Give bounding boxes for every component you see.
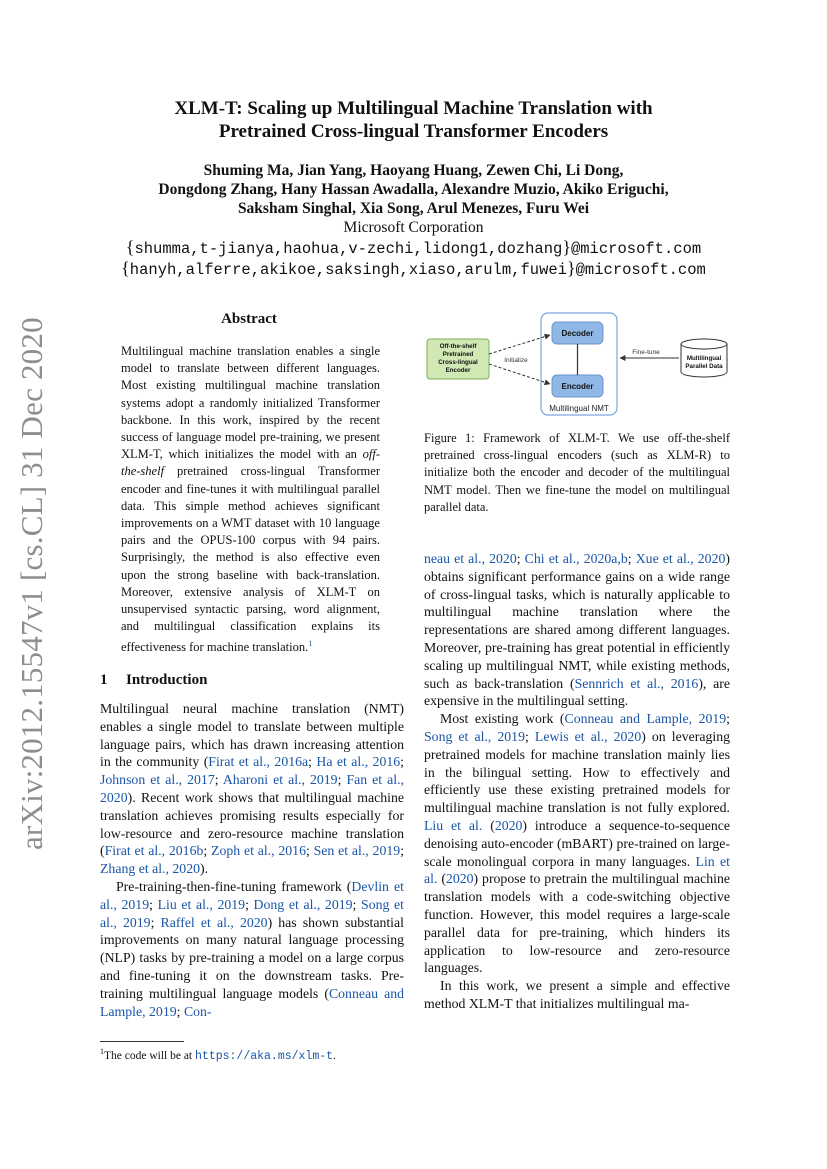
citation-link[interactable]: Devlin et al., 2019 <box>100 878 404 912</box>
abstract-heading: Abstract <box>221 311 277 327</box>
intro-paragraph-4: In this work, we present a simple and effective method XLM-T that initializes multilingual ma- <box>424 978 730 1011</box>
citation-link[interactable]: Dong et al., 2019 <box>253 896 353 912</box>
citation-link[interactable]: 2020 <box>697 551 726 566</box>
intro-left-column <box>100 700 404 1020</box>
footnote-rule <box>100 1041 184 1042</box>
citation-link[interactable]: Johnson et al., 2017 <box>100 772 215 788</box>
email-names-2: hanyh,alferre,akikoe,saksingh,xiaso,arulm,fuwei <box>129 261 567 279</box>
abstract-body <box>121 343 380 657</box>
authors-line-2: Dongdong Zhang, Hany Hassan Awadalla, Alexandre Muzio, Akiko Eriguchi, <box>158 181 669 198</box>
citation-link[interactable]: Raffel et al., 2020 <box>160 914 268 930</box>
initialize-label: Initialize <box>504 357 528 364</box>
intro-paragraph-2-continued: neau et al., 2020; Chi et al., 2020a,b; Xue et al., 2020) obtains significant performance gains on a wide range of cross-lingual tasks, which is naturally applicable to multilingual machine translation where the representations are shared among different languages. Moreover, pre-training has great potential in efficiently scaling up multilingual NMT, while existing methods, such as back-translation (Sennrich et al., 2016), are expensive in the multilingual setting. <box>424 551 730 709</box>
offshelf-label-line3: Cross-lingual <box>438 359 478 366</box>
paper-title-line-2: Pretrained Cross-lingual Transformer Encoders <box>218 121 609 142</box>
citation-link[interactable]: Lin et al. <box>424 853 730 887</box>
encoder-label: Encoder <box>561 382 594 391</box>
abstract-text-part-2: pretrained cross-lingual Transformer encoder and fine-tunes it with multilingual parallel data. This simple method achieves significant improvements on a WMT dataset with 10 language pairs and the OPUS-100 corpus with 94 pairs. Surprisingly, the method is also effective even upon the strong baseline with back-translation. Moreover, extensive analysis of XLM-T on unsupervised syntactic parsing, word alignment, and multilingual classification explains its effectiveness for machine translation. <box>121 464 380 655</box>
citation-link[interactable]: neau et al., 2020 <box>424 551 517 566</box>
email-domain-2: @microsoft.com <box>575 261 706 279</box>
authors-line-3: Saksham Singhal, Xia Song, Arul Menezes, Furu Wei <box>237 200 590 217</box>
section-heading-introduction <box>100 672 207 689</box>
figure-1-caption: Figure 1: Framework of XLM-T. We use off-the-shelf pretrained cross-lingual encoders (such as XLM-R) to initialize both the encoder and decoder of the multilingual NMT model. Then we fine-tune the model on multilingual parallel data. <box>424 431 730 514</box>
section-number: 1 <box>100 672 108 688</box>
citation-link[interactable]: Chi et al., 2020a,b <box>524 551 628 566</box>
citation-link[interactable]: Firat et al., 2016b <box>104 843 204 859</box>
intro-right-column <box>424 550 730 1013</box>
citation-link[interactable]: Lewis et al., 2020 <box>534 728 642 744</box>
email-domain-1: @microsoft.com <box>570 240 702 258</box>
footnote-number: 1 <box>100 1047 104 1056</box>
citation-link[interactable]: Zhang et al., 2020 <box>100 861 201 877</box>
offshelf-label-line1: Off-the-shelf <box>439 343 477 350</box>
code-url-link[interactable]: https://aka.ms/xlm-t <box>195 1049 334 1063</box>
footnote-text: The code will be at <box>104 1049 196 1062</box>
paper-title-line-1: XLM-T: Scaling up Multilingual Machine Translation with <box>174 98 653 119</box>
intro-paragraph-1: Multilingual neural machine translation (NMT) enables a single model to translate between multiple language pairs, which has drawn increasing attention in the community (Firat et al., 2016a; Ha et al., 2016; Johnson et al., 2017; Aharoni et al., 2019; Fan et al., 2020). Recent work shows that multilingual machine translation achieves promising results especially for low-resource and zero-resource machine translation (Firat et al., 2016b; Zoph et al., 2016; Sen et al., 2019; Zhang et al., 2020). <box>100 701 405 877</box>
citation-link[interactable]: Con- <box>183 1003 212 1019</box>
citation-link[interactable]: Xue et al., <box>635 551 694 566</box>
citation-link[interactable]: Zoph et al., 2016 <box>211 843 306 859</box>
citation-link[interactable]: 2020 <box>445 871 474 887</box>
arxiv-id-text: arXiv:2012.15547v1 [cs.CL] 31 Dec 2020 <box>14 317 49 850</box>
citation-link[interactable]: Conneau and Lample, 2019 <box>100 985 405 1019</box>
footnote: $^1$The code will be at https://aka.ms/xlm-t. <box>100 1047 336 1063</box>
citation-link[interactable]: Sennrich et al., 2016 <box>574 675 699 691</box>
citation-link[interactable]: Liu et al., 2019 <box>157 896 246 912</box>
intro-paragraph-3: Most existing work (Conneau and Lample, 2019; Song et al., 2019; Lewis et al., 2020) on leveraging pretrained models for machine translation mainly lies in the bilingual setting. How to effectively and efficiently use these existing pretrained models for multilingual machine translation is not fully explored. Liu et al. (2020) introduce a sequence-to-sequence denoising auto-encoder (mBART) pre-trained on large-scale monolingual corpora in many languages. Lin et al. (2020) propose to pretrain the multilingual machine translation models with a code-switching objective function. However, this model requires a large-scale parallel data for pre-training, which hinders its application to low-resource and zero-resource languages. <box>424 711 731 976</box>
intro-paragraph-2: Pre-training-then-fine-tuning framework (Devlin et al., 2019; Liu et al., 2019; Dong et al., 2019; Song et al., 2019; Raffel et al., 2020) has shown substantial improvements on many natural language processing (NLP) tasks by pre-training a model on a large corpus and fine-tuning it on the downstream tasks. Pre-training multilingual language models (Conneau and Lample, 2019; Con- <box>100 878 405 1019</box>
footnote-marker[interactable]: 1 <box>308 639 313 649</box>
email-list-1: {shumma,t-jianya,haohua,v-zechi,lidong1,dozhang}@microsoft.com <box>125 237 702 258</box>
data-label-line1: Multilingual <box>686 355 722 362</box>
abstract-emphasis: off-the-shelf <box>121 447 380 479</box>
decoder-label: Decoder <box>561 329 594 338</box>
section-title: Introduction <box>126 672 208 688</box>
nmt-label: Multilingual NMT <box>549 404 609 413</box>
citation-link[interactable]: Aharoni et al., 2019 <box>222 772 338 788</box>
citation-link[interactable]: Conneau and Lample, 2019 <box>564 711 727 727</box>
citation-link[interactable]: Liu et al. <box>424 817 483 833</box>
citation-link[interactable]: 2020 <box>494 817 523 833</box>
finetune-label: Fine-tune <box>632 349 660 356</box>
figure-1-diagram <box>424 310 734 420</box>
citation-link[interactable]: Song et al., 2019 <box>424 728 525 744</box>
authors-line-1: Shuming Ma, Jian Yang, Haoyang Huang, Zewen Chi, Li Dong, <box>203 162 624 179</box>
citation-link[interactable]: Song et al., 2019 <box>100 896 404 930</box>
affiliation: Microsoft Corporation <box>343 219 484 236</box>
email-list-2: {hanyh,alferre,akikoe,saksingh,xiaso,arulm,fuwei}@microsoft.com <box>121 258 706 279</box>
offshelf-label-line2: Pretrained <box>442 351 474 358</box>
citation-link[interactable]: Sen et al., 2019 <box>313 843 401 859</box>
citation-link[interactable]: Fan et al., 2020 <box>100 772 405 805</box>
offshelf-label-line4: Encoder <box>445 367 471 374</box>
data-label-line2: Parallel Data <box>685 363 723 370</box>
email-names-1: shumma,t-jianya,haohua,v-zechi,lidong1,dozhang <box>134 240 563 258</box>
citation-link[interactable]: Ha et al., 2016 <box>316 754 401 770</box>
citation-link[interactable]: Firat et al., 2016a <box>208 754 309 770</box>
abstract-text-part-1: Multilingual machine translation enables a single model to translate between different languages. Most existing multilingual machine translation systems adopt a randomly initialized Transformer backbone. In this work, inspired by the recent success of language model pre-training, we present XLM-T, which initializes the model with an <box>121 344 380 462</box>
